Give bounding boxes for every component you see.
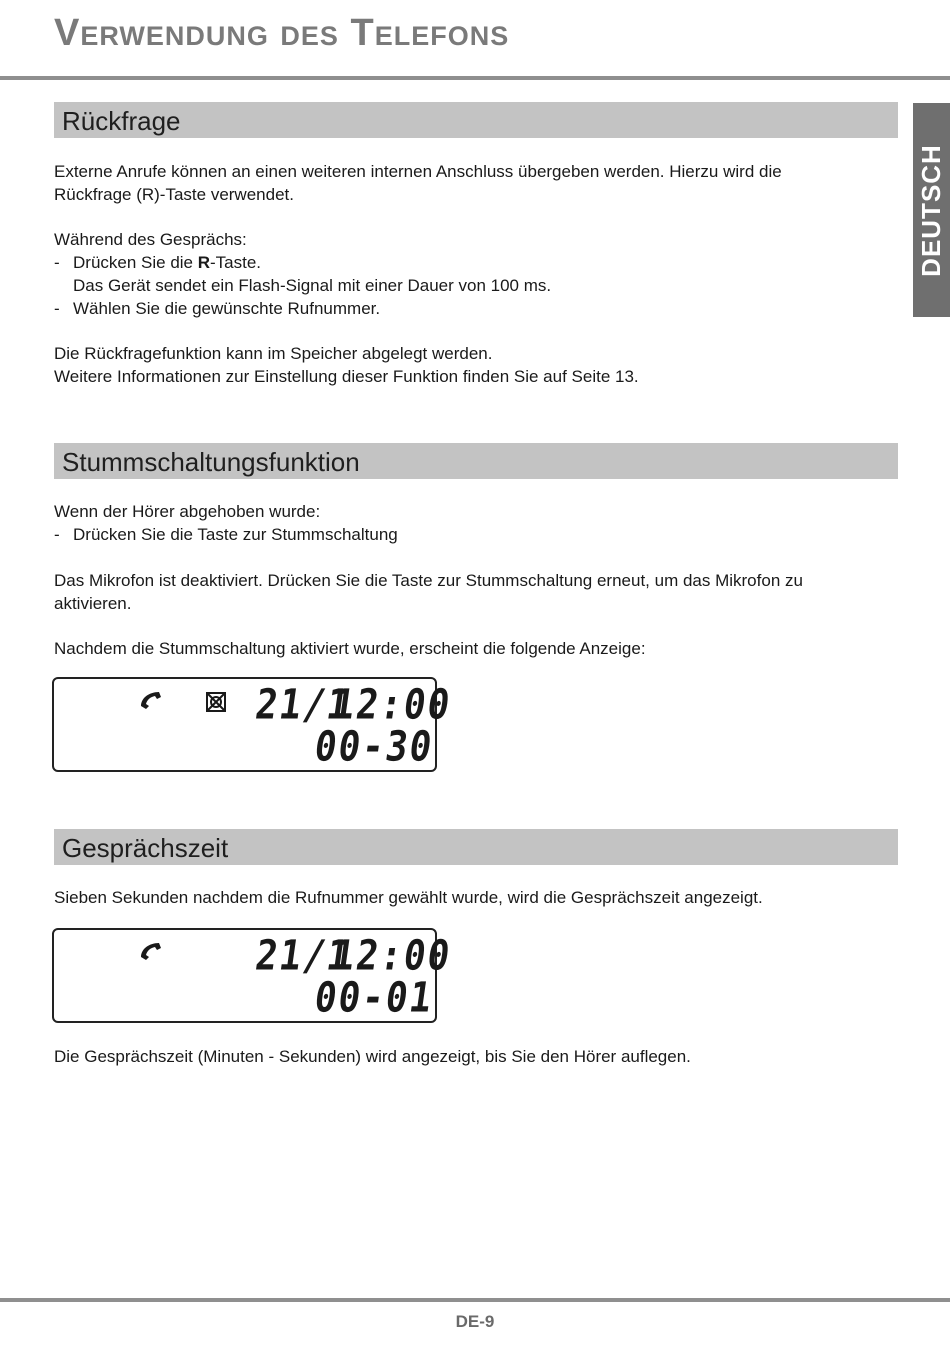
lcd-display-mute — [52, 677, 455, 772]
list-item — [54, 523, 884, 546]
list-item — [54, 297, 884, 320]
lcd-date: 21/1 — [252, 932, 354, 980]
step-1-note: Das Gerät sendet ein Flash-Signal mit einer Dauer von 100 ms. — [73, 276, 552, 295]
language-tab — [913, 103, 950, 317]
lcd-call-counter: 00-30 — [311, 723, 437, 771]
call-time-intro: Sieben Sekunden nachdem die Rufnummer gewählt wurde, wird die Gesprächszeit angezeigt. — [54, 888, 763, 907]
stumm-steps — [54, 500, 884, 546]
handset-icon — [138, 940, 164, 962]
mic-deactivated-text: Das Mikrofon ist deaktiviert. Drücken Sie die Taste zur Stummschaltung erneut, um das Mikrofon zu aktivieren. — [54, 571, 803, 613]
page-number: DE-9 — [455, 1312, 495, 1331]
lcd-display-call-time — [52, 928, 455, 1023]
lcd-date: 21/1 — [252, 681, 354, 729]
title-divider — [0, 76, 950, 80]
rueckfrage-intro-line-1: Externe Anrufe können an einen weiteren internen Anschluss übergeben werden. Hierzu wird die — [54, 162, 782, 181]
list-item-note — [54, 274, 884, 297]
handset-lifted-label: Wenn der Hörer abgehoben wurde: — [54, 502, 321, 521]
lcd-call-counter: 00-01 — [311, 974, 437, 1022]
list-dash: - — [54, 299, 60, 318]
memory-line-2: Weitere Informationen zur Einstellung dieser Funktion finden Sie auf Seite 13. — [54, 367, 639, 386]
during-call-label: Während des Gesprächs: — [54, 230, 247, 249]
step-2-text: Wählen Sie die gewünschte Rufnummer. — [73, 299, 381, 318]
section-heading-gespraechszeit: Gesprächszeit — [54, 829, 898, 865]
footer-divider — [0, 1298, 950, 1302]
mute-icon — [204, 691, 228, 713]
lcd-time: 12:00 — [329, 932, 455, 980]
page-title: Verwendung des Telefons — [54, 12, 510, 54]
rueckfrage-intro — [54, 160, 884, 206]
section-heading-rueckfrage: Rückfrage — [54, 102, 898, 138]
section-heading-stumm: Stummschaltungsfunktion — [54, 443, 898, 479]
call-time-outro: Die Gesprächszeit (Minuten - Sekunden) wird angezeigt, bis Sie den Hörer auflegen. — [54, 1047, 691, 1066]
rueckfrage-steps — [54, 228, 884, 320]
display-intro-text: Nachdem die Stummschaltung aktiviert wurde, erscheint die folgende Anzeige: — [54, 639, 646, 658]
list-dash: - — [54, 253, 60, 272]
handset-icon — [138, 689, 164, 711]
rueckfrage-memory — [54, 342, 884, 388]
step-1-text: Drücken Sie die R-Taste. — [73, 253, 262, 272]
list-dash: - — [54, 525, 60, 544]
list-item — [54, 251, 884, 274]
r-key-label: R — [197, 253, 211, 272]
memory-line-1: Die Rückfragefunktion kann im Speicher abgelegt werden. — [54, 344, 493, 363]
mute-step-text: Drücken Sie die Taste zur Stummschaltung — [73, 525, 398, 544]
lcd-time: 12:00 — [329, 681, 455, 729]
language-tab-label: DEUTSCH — [916, 143, 947, 277]
rueckfrage-intro-line-2: Rückfrage (R)-Taste verwendet. — [54, 185, 294, 204]
